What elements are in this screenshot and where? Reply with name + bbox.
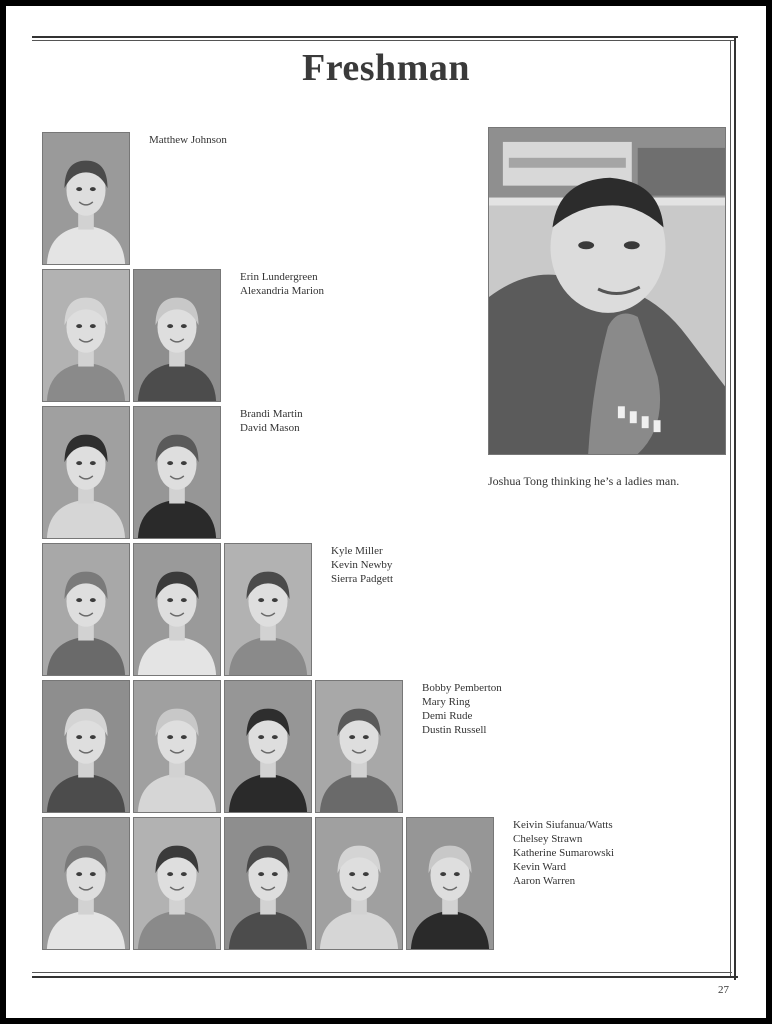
page-title: Freshman	[302, 47, 470, 89]
name-list-row-6	[513, 818, 614, 888]
portrait-brandi-martin	[42, 406, 130, 539]
bottom-border-rule-inner	[32, 972, 732, 973]
page-number: 27	[718, 984, 729, 996]
name-list-row-1	[149, 133, 227, 147]
portrait-matthew-johnson	[42, 132, 130, 265]
feature-photo-image	[489, 128, 725, 454]
portrait-kevin-newby	[133, 543, 221, 676]
student-name: Bobby Pemberton	[422, 682, 502, 694]
portrait-bobby-pemberton	[42, 680, 130, 813]
name-list-row-2	[240, 270, 324, 298]
student-name: Keivin Siufanua/Watts	[513, 819, 613, 831]
student-name: Sierra Padgett	[331, 573, 394, 585]
portrait-david-mason	[133, 406, 221, 539]
student-name: Kevin Newby	[331, 559, 393, 571]
portrait-dustin-russell	[315, 680, 403, 813]
portrait-kevin-ward	[315, 817, 403, 950]
student-name: Demi Rude	[422, 710, 473, 722]
student-name: Alexandria Marion	[240, 285, 324, 297]
student-name: David Mason	[240, 422, 300, 434]
right-border-rule-inner	[730, 40, 731, 976]
bottom-border-rule	[32, 976, 738, 978]
right-border-rule	[734, 36, 736, 980]
student-name: Matthew Johnson	[149, 134, 227, 146]
name-list-row-4	[331, 544, 393, 586]
student-name: Aaron Warren	[513, 875, 576, 887]
student-name: Erin Lundergreen	[240, 271, 318, 283]
student-name: Chelsey Strawn	[513, 833, 583, 845]
student-name: Kevin Ward	[513, 861, 566, 873]
feature-photo-caption: Joshua Tong thinking he’s a ladies man.	[488, 474, 680, 488]
portrait-aaron-warren	[406, 817, 494, 950]
top-border-rule-inner	[32, 40, 736, 41]
student-name: Mary Ring	[422, 696, 470, 708]
student-name: Kyle Miller	[331, 545, 383, 557]
name-list-row-5	[422, 681, 502, 737]
portrait-demi-rude	[224, 680, 312, 813]
yearbook-page	[6, 6, 766, 1018]
student-name: Dustin Russell	[422, 724, 487, 736]
portrait-kyle-miller	[42, 543, 130, 676]
portrait-katherine-sumarowski	[224, 817, 312, 950]
student-name: Katherine Sumarowski	[513, 847, 615, 859]
portrait-alexandria-marion	[133, 269, 221, 402]
portrait-mary-ring	[133, 680, 221, 813]
portrait-keivin-siufanua-watts	[42, 817, 130, 950]
student-name: Brandi Martin	[240, 408, 303, 420]
name-list-row-3	[240, 407, 303, 435]
portrait-chelsey-strawn	[133, 817, 221, 950]
portrait-sierra-padgett	[224, 543, 312, 676]
feature-photo	[488, 127, 726, 455]
top-border-rule	[32, 36, 738, 38]
portrait-erin-lundergreen	[42, 269, 130, 402]
